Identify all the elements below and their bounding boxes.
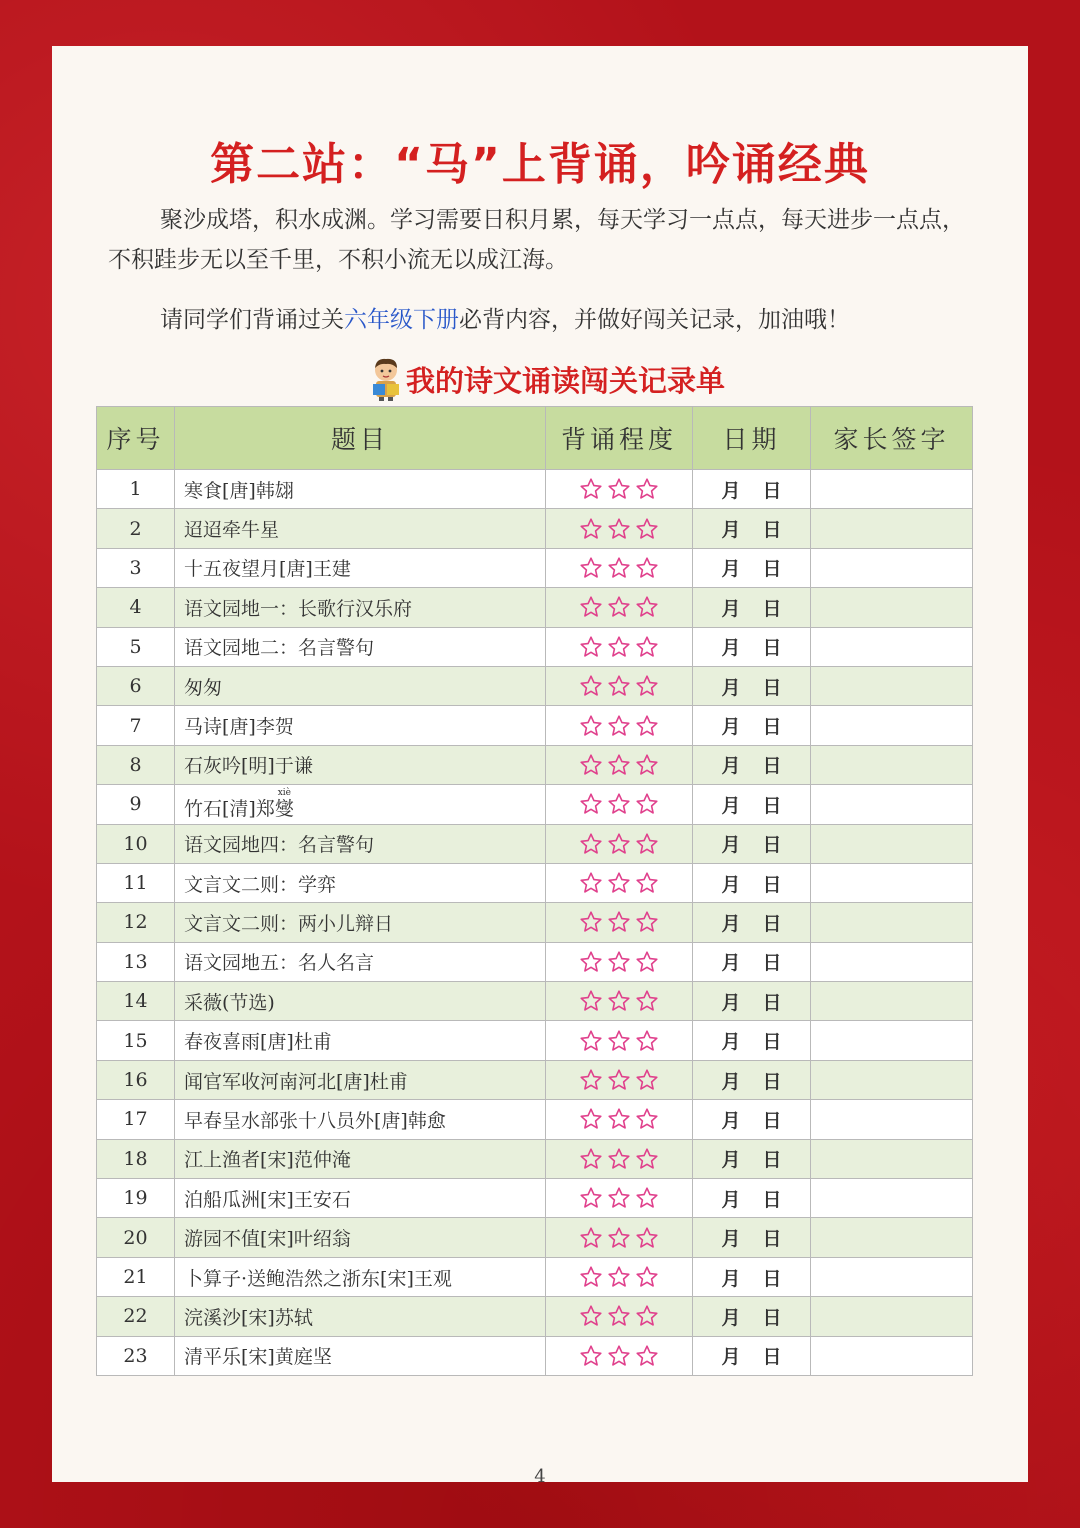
outline-star-icon[interactable] bbox=[607, 674, 631, 698]
month-label: 月 bbox=[721, 1070, 741, 1093]
date-cell[interactable] bbox=[693, 1139, 811, 1178]
table-row bbox=[97, 785, 973, 824]
outline-star-icon[interactable] bbox=[607, 477, 631, 501]
parent-signature-cell[interactable] bbox=[811, 1257, 973, 1296]
outline-star-icon[interactable] bbox=[579, 1304, 603, 1328]
table-row bbox=[97, 1218, 973, 1257]
month-label: 月 bbox=[721, 991, 741, 1014]
table-row bbox=[97, 548, 973, 587]
day-label: 日 bbox=[762, 794, 782, 817]
recitation-rating[interactable] bbox=[546, 745, 693, 784]
outline-star-icon[interactable] bbox=[579, 1029, 603, 1053]
month-label: 月 bbox=[721, 873, 741, 896]
month-label: 月 bbox=[721, 834, 741, 857]
row-title: 清平乐[宋]黄庭坚 bbox=[175, 1336, 546, 1375]
date-cell[interactable] bbox=[693, 1021, 811, 1060]
table-row bbox=[97, 824, 973, 863]
outline-star-icon[interactable] bbox=[579, 989, 603, 1013]
row-number: 7 bbox=[97, 706, 175, 745]
recitation-rating[interactable] bbox=[546, 1100, 693, 1139]
page-title: 第二站：“马”上背诵，吟诵经典 bbox=[210, 139, 870, 190]
day-label: 日 bbox=[762, 1346, 782, 1369]
day-label: 日 bbox=[762, 912, 782, 935]
outline-star-icon[interactable] bbox=[607, 517, 631, 541]
record-sheet-heading bbox=[368, 356, 725, 402]
table-row bbox=[97, 1021, 973, 1060]
parent-signature-cell[interactable] bbox=[811, 706, 973, 745]
outline-star-icon[interactable] bbox=[579, 1344, 603, 1368]
outline-star-icon[interactable] bbox=[607, 635, 631, 659]
outline-star-icon[interactable] bbox=[579, 1107, 603, 1131]
parent-signature-cell[interactable] bbox=[811, 982, 973, 1021]
date-cell[interactable] bbox=[693, 509, 811, 548]
outline-star-icon[interactable] bbox=[607, 832, 631, 856]
month-label: 月 bbox=[721, 479, 741, 502]
outline-star-icon[interactable] bbox=[635, 792, 659, 816]
table-row bbox=[97, 470, 973, 509]
recitation-rating[interactable] bbox=[546, 1297, 693, 1336]
outline-star-icon[interactable] bbox=[579, 477, 603, 501]
day-label: 日 bbox=[762, 1188, 782, 1211]
pinyin-annotated-char: 燮xiè bbox=[274, 787, 294, 820]
row-number: 15 bbox=[97, 1021, 175, 1060]
outline-star-icon[interactable] bbox=[579, 832, 603, 856]
row-title: 闻官军收河南河北[唐]杜甫 bbox=[175, 1060, 546, 1099]
table-row bbox=[97, 982, 973, 1021]
month-label: 月 bbox=[721, 1109, 741, 1132]
recitation-rating[interactable] bbox=[546, 666, 693, 705]
outline-star-icon[interactable] bbox=[607, 989, 631, 1013]
date-cell[interactable] bbox=[693, 1336, 811, 1375]
outline-star-icon[interactable] bbox=[635, 1304, 659, 1328]
student-reading-icon bbox=[368, 357, 404, 401]
row-title: 卜算子·送鲍浩然之浙东[宋]王观 bbox=[175, 1257, 546, 1296]
outline-star-icon[interactable] bbox=[579, 1265, 603, 1289]
grade-highlight: 六年级下册 bbox=[344, 307, 459, 333]
table-row bbox=[97, 1297, 973, 1336]
outline-star-icon[interactable] bbox=[579, 950, 603, 974]
row-number: 2 bbox=[97, 509, 175, 548]
recitation-rating[interactable] bbox=[546, 903, 693, 942]
outline-star-icon[interactable] bbox=[579, 674, 603, 698]
month-label: 月 bbox=[721, 912, 741, 935]
date-cell[interactable] bbox=[693, 1100, 811, 1139]
outline-star-icon[interactable] bbox=[635, 1029, 659, 1053]
table-row bbox=[97, 863, 973, 902]
row-title: 文言文二则：两小儿辩日 bbox=[175, 903, 546, 942]
recitation-rating[interactable] bbox=[546, 627, 693, 666]
parent-signature-cell[interactable] bbox=[811, 470, 973, 509]
outline-star-icon[interactable] bbox=[579, 714, 603, 738]
row-title: 早春呈水部张十八员外[唐]韩愈 bbox=[175, 1100, 546, 1139]
outline-star-icon[interactable] bbox=[635, 556, 659, 580]
row-title: 马诗[唐]李贺 bbox=[175, 706, 546, 745]
row-number: 17 bbox=[97, 1100, 175, 1139]
outline-star-icon[interactable] bbox=[635, 989, 659, 1013]
date-cell[interactable] bbox=[693, 982, 811, 1021]
recitation-rating[interactable] bbox=[546, 588, 693, 627]
outline-star-icon[interactable] bbox=[635, 832, 659, 856]
outline-star-icon[interactable] bbox=[607, 595, 631, 619]
date-cell[interactable] bbox=[693, 785, 811, 824]
table-row bbox=[97, 1060, 973, 1099]
date-cell[interactable] bbox=[693, 824, 811, 863]
month-label: 月 bbox=[721, 952, 741, 975]
day-label: 日 bbox=[762, 479, 782, 502]
recitation-rating[interactable] bbox=[546, 982, 693, 1021]
outline-star-icon[interactable] bbox=[635, 1068, 659, 1092]
outline-star-icon[interactable] bbox=[607, 910, 631, 934]
parent-signature-cell[interactable] bbox=[811, 903, 973, 942]
parent-signature-cell[interactable] bbox=[811, 1179, 973, 1218]
parent-signature-cell[interactable] bbox=[811, 548, 973, 587]
row-number: 22 bbox=[97, 1297, 175, 1336]
recitation-rating[interactable] bbox=[546, 1336, 693, 1375]
row-number: 3 bbox=[97, 548, 175, 587]
outline-star-icon[interactable] bbox=[579, 556, 603, 580]
table-row bbox=[97, 627, 973, 666]
row-number: 12 bbox=[97, 903, 175, 942]
parent-signature-cell[interactable] bbox=[811, 1100, 973, 1139]
outline-star-icon[interactable] bbox=[607, 1107, 631, 1131]
date-cell[interactable] bbox=[693, 863, 811, 902]
recitation-rating[interactable] bbox=[546, 706, 693, 745]
record-table-body bbox=[97, 470, 973, 1376]
recitation-rating[interactable] bbox=[546, 1179, 693, 1218]
date-cell[interactable] bbox=[693, 1257, 811, 1296]
instruction-text-before: 请同学们背诵过关 bbox=[160, 307, 344, 333]
recitation-rating[interactable] bbox=[546, 1218, 693, 1257]
row-number: 9 bbox=[97, 785, 175, 824]
table-row bbox=[97, 745, 973, 784]
month-label: 月 bbox=[721, 558, 741, 581]
day-label: 日 bbox=[762, 716, 782, 739]
outline-star-icon[interactable] bbox=[635, 635, 659, 659]
row-title: 竹石[清]郑燮xiè bbox=[175, 785, 546, 824]
parent-signature-cell[interactable] bbox=[811, 1021, 973, 1060]
row-title: 语文园地一：长歌行汉乐府 bbox=[175, 588, 546, 627]
row-number: 21 bbox=[97, 1257, 175, 1296]
parent-signature-cell[interactable] bbox=[811, 1218, 973, 1257]
row-title: 石灰吟[明]于谦 bbox=[175, 745, 546, 784]
row-title: 迢迢牵牛星 bbox=[175, 509, 546, 548]
row-title: 语文园地二：名言警句 bbox=[175, 627, 546, 666]
parent-signature-cell[interactable] bbox=[811, 1139, 973, 1178]
table-row bbox=[97, 1336, 973, 1375]
outline-star-icon[interactable] bbox=[635, 910, 659, 934]
day-label: 日 bbox=[762, 1267, 782, 1290]
row-number: 23 bbox=[97, 1336, 175, 1375]
outline-star-icon[interactable] bbox=[635, 674, 659, 698]
parent-signature-cell[interactable] bbox=[811, 1060, 973, 1099]
table-row bbox=[97, 1257, 973, 1296]
row-title: 文言文二则：学弈 bbox=[175, 863, 546, 902]
recitation-rating[interactable] bbox=[546, 509, 693, 548]
column-header-title: 题目 bbox=[175, 407, 546, 470]
day-label: 日 bbox=[762, 952, 782, 975]
month-label: 月 bbox=[721, 1306, 741, 1329]
parent-signature-cell[interactable] bbox=[811, 627, 973, 666]
table-header-row bbox=[97, 407, 973, 470]
row-number: 16 bbox=[97, 1060, 175, 1099]
instruction-text-after: 必背内容，并做好闯关记录，加油哦！ bbox=[459, 307, 850, 333]
outline-star-icon[interactable] bbox=[635, 595, 659, 619]
recitation-rating[interactable] bbox=[546, 863, 693, 902]
row-title: 采薇(节选) bbox=[175, 982, 546, 1021]
row-number: 4 bbox=[97, 588, 175, 627]
row-number: 8 bbox=[97, 745, 175, 784]
row-title: 春夜喜雨[唐]杜甫 bbox=[175, 1021, 546, 1060]
day-label: 日 bbox=[762, 1149, 782, 1172]
month-label: 月 bbox=[721, 716, 741, 739]
outline-star-icon[interactable] bbox=[607, 1226, 631, 1250]
month-label: 月 bbox=[721, 1149, 741, 1172]
recitation-rating[interactable] bbox=[546, 470, 693, 509]
day-label: 日 bbox=[762, 755, 782, 778]
outline-star-icon[interactable] bbox=[579, 1186, 603, 1210]
date-cell[interactable] bbox=[693, 745, 811, 784]
day-label: 日 bbox=[762, 1031, 782, 1054]
column-header-number: 序号 bbox=[97, 407, 175, 470]
date-cell[interactable] bbox=[693, 1218, 811, 1257]
parent-signature-cell[interactable] bbox=[811, 1336, 973, 1375]
outline-star-icon[interactable] bbox=[579, 1068, 603, 1092]
date-cell[interactable] bbox=[693, 1297, 811, 1336]
table-row bbox=[97, 706, 973, 745]
outline-star-icon[interactable] bbox=[635, 477, 659, 501]
date-cell[interactable] bbox=[693, 548, 811, 587]
month-label: 月 bbox=[721, 1267, 741, 1290]
month-label: 月 bbox=[721, 597, 741, 620]
date-cell[interactable] bbox=[693, 706, 811, 745]
outline-star-icon[interactable] bbox=[635, 1186, 659, 1210]
table-row bbox=[97, 588, 973, 627]
row-number: 13 bbox=[97, 942, 175, 981]
outline-star-icon[interactable] bbox=[607, 1029, 631, 1053]
date-cell[interactable] bbox=[693, 1060, 811, 1099]
outline-star-icon[interactable] bbox=[635, 753, 659, 777]
recitation-rating[interactable] bbox=[546, 1021, 693, 1060]
month-label: 月 bbox=[721, 1188, 741, 1211]
column-header-progress: 背诵程度 bbox=[546, 407, 693, 470]
month-label: 月 bbox=[721, 1228, 741, 1251]
month-label: 月 bbox=[721, 794, 741, 817]
row-title: 泊船瓜洲[宋]王安石 bbox=[175, 1179, 546, 1218]
day-label: 日 bbox=[762, 676, 782, 699]
outline-star-icon[interactable] bbox=[607, 714, 631, 738]
recitation-rating[interactable] bbox=[546, 785, 693, 824]
row-number: 6 bbox=[97, 666, 175, 705]
month-label: 月 bbox=[721, 519, 741, 542]
parent-signature-cell[interactable] bbox=[811, 666, 973, 705]
row-number: 5 bbox=[97, 627, 175, 666]
intro-paragraph: 聚沙成塔，积水成渊。学习需要日积月累，每天学习一点点，每天进步一点点，不积跬步无以至千里，不积小流无以成江海。 bbox=[108, 207, 965, 273]
day-label: 日 bbox=[762, 1070, 782, 1093]
row-number: 11 bbox=[97, 863, 175, 902]
day-label: 日 bbox=[762, 519, 782, 542]
outline-star-icon[interactable] bbox=[607, 1265, 631, 1289]
outline-star-icon[interactable] bbox=[635, 1147, 659, 1171]
parent-signature-cell[interactable] bbox=[811, 863, 973, 902]
day-label: 日 bbox=[762, 991, 782, 1014]
date-cell[interactable] bbox=[693, 903, 811, 942]
outline-star-icon[interactable] bbox=[607, 1068, 631, 1092]
outline-star-icon[interactable] bbox=[579, 1226, 603, 1250]
recitation-rating[interactable] bbox=[546, 824, 693, 863]
outline-star-icon[interactable] bbox=[579, 910, 603, 934]
outline-star-icon[interactable] bbox=[607, 1304, 631, 1328]
outline-star-icon[interactable] bbox=[635, 1344, 659, 1368]
row-title: 语文园地五：名人名言 bbox=[175, 942, 546, 981]
month-label: 月 bbox=[721, 755, 741, 778]
day-label: 日 bbox=[762, 597, 782, 620]
parent-signature-cell[interactable] bbox=[811, 785, 973, 824]
parent-signature-cell[interactable] bbox=[811, 588, 973, 627]
table-row bbox=[97, 1179, 973, 1218]
day-label: 日 bbox=[762, 637, 782, 660]
outline-star-icon[interactable] bbox=[607, 950, 631, 974]
pinyin-annotation: xiè bbox=[274, 787, 294, 798]
instruction-paragraph bbox=[108, 300, 968, 340]
outline-star-icon[interactable] bbox=[579, 635, 603, 659]
table-row bbox=[97, 903, 973, 942]
day-label: 日 bbox=[762, 1228, 782, 1251]
row-number: 18 bbox=[97, 1139, 175, 1178]
table-row bbox=[97, 1139, 973, 1178]
day-label: 日 bbox=[762, 558, 782, 581]
page-number: 4 bbox=[534, 1466, 546, 1487]
row-title: 语文园地四：名言警句 bbox=[175, 824, 546, 863]
day-label: 日 bbox=[762, 1306, 782, 1329]
record-table bbox=[96, 406, 973, 1376]
outline-star-icon[interactable] bbox=[635, 714, 659, 738]
outline-star-icon[interactable] bbox=[635, 1107, 659, 1131]
row-number: 1 bbox=[97, 470, 175, 509]
table-row bbox=[97, 1100, 973, 1139]
table-row bbox=[97, 509, 973, 548]
outline-star-icon[interactable] bbox=[607, 1344, 631, 1368]
outline-star-icon[interactable] bbox=[635, 517, 659, 541]
day-label: 日 bbox=[762, 834, 782, 857]
row-title: 匆匆 bbox=[175, 666, 546, 705]
row-number: 14 bbox=[97, 982, 175, 1021]
outline-star-icon[interactable] bbox=[579, 871, 603, 895]
recitation-rating[interactable] bbox=[546, 942, 693, 981]
row-title: 浣溪沙[宋]苏轼 bbox=[175, 1297, 546, 1336]
date-cell[interactable] bbox=[693, 666, 811, 705]
day-label: 日 bbox=[762, 873, 782, 896]
outline-star-icon[interactable] bbox=[607, 792, 631, 816]
date-cell[interactable] bbox=[693, 942, 811, 981]
date-cell[interactable] bbox=[693, 1179, 811, 1218]
parent-signature-cell[interactable] bbox=[811, 1297, 973, 1336]
row-title: 十五夜望月[唐]王建 bbox=[175, 548, 546, 587]
month-label: 月 bbox=[721, 1346, 741, 1369]
parent-signature-cell[interactable] bbox=[811, 824, 973, 863]
column-header-parent-signature: 家长签字 bbox=[811, 407, 973, 470]
month-label: 月 bbox=[721, 676, 741, 699]
outline-star-icon[interactable] bbox=[579, 517, 603, 541]
row-number: 20 bbox=[97, 1218, 175, 1257]
outline-star-icon[interactable] bbox=[579, 595, 603, 619]
table-row bbox=[97, 942, 973, 981]
parent-signature-cell[interactable] bbox=[811, 745, 973, 784]
outline-star-icon[interactable] bbox=[579, 753, 603, 777]
outline-star-icon[interactable] bbox=[635, 871, 659, 895]
outline-star-icon[interactable] bbox=[579, 1147, 603, 1171]
row-title: 游园不值[宋]叶绍翁 bbox=[175, 1218, 546, 1257]
outline-star-icon[interactable] bbox=[607, 1186, 631, 1210]
outline-star-icon[interactable] bbox=[607, 753, 631, 777]
outline-star-icon[interactable] bbox=[607, 871, 631, 895]
row-title: 江上渔者[宋]范仲淹 bbox=[175, 1139, 546, 1178]
month-label: 月 bbox=[721, 1031, 741, 1054]
row-number: 19 bbox=[97, 1179, 175, 1218]
recitation-rating[interactable] bbox=[546, 1139, 693, 1178]
recitation-rating[interactable] bbox=[546, 548, 693, 587]
recitation-rating[interactable] bbox=[546, 1257, 693, 1296]
day-label: 日 bbox=[762, 1109, 782, 1132]
outline-star-icon[interactable] bbox=[635, 950, 659, 974]
row-number: 10 bbox=[97, 824, 175, 863]
parent-signature-cell[interactable] bbox=[811, 942, 973, 981]
outline-star-icon[interactable] bbox=[579, 792, 603, 816]
month-label: 月 bbox=[721, 637, 741, 660]
recitation-rating[interactable] bbox=[546, 1060, 693, 1099]
outline-star-icon[interactable] bbox=[635, 1226, 659, 1250]
outline-star-icon[interactable] bbox=[635, 1265, 659, 1289]
date-cell[interactable] bbox=[693, 627, 811, 666]
date-cell[interactable] bbox=[693, 470, 811, 509]
date-cell[interactable] bbox=[693, 588, 811, 627]
record-sheet-title: 我的诗文诵读闯关记录单 bbox=[406, 363, 726, 398]
outline-star-icon[interactable] bbox=[607, 1147, 631, 1171]
table-row bbox=[97, 666, 973, 705]
column-header-date: 日期 bbox=[693, 407, 811, 470]
outline-star-icon[interactable] bbox=[607, 556, 631, 580]
parent-signature-cell[interactable] bbox=[811, 509, 973, 548]
row-title: 寒食[唐]韩翃 bbox=[175, 470, 546, 509]
